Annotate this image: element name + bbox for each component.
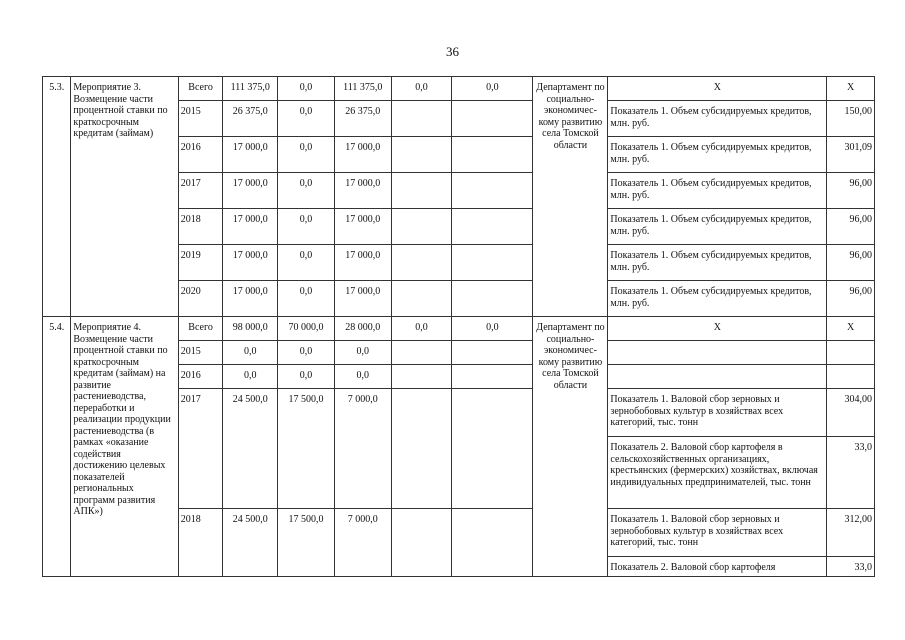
item-title: Мероприятие 4. Возмещение части процентной ставки по краткосрочным кредитам (займам) на развитие растениеводства, переработки и реализации продукции растениеводства (в рамках «оказание содействия достижению целевых показателей региональных программ развития АПК») bbox=[71, 317, 178, 577]
table-row bbox=[43, 77, 875, 101]
indicator-value: 312,00 bbox=[827, 509, 875, 557]
total-cell: 111 375,0 bbox=[223, 77, 278, 101]
regional-cell: 28 000,0 bbox=[334, 317, 391, 341]
total-cell: 0,0 bbox=[223, 365, 278, 389]
total-cell: 17 000,0 bbox=[223, 173, 278, 209]
federal-cell: 17 500,0 bbox=[278, 509, 335, 577]
federal-cell: 0,0 bbox=[278, 281, 335, 317]
other-cell bbox=[452, 341, 533, 365]
indicator-value: 96,00 bbox=[827, 209, 875, 245]
local-cell bbox=[391, 245, 452, 281]
other-cell bbox=[452, 137, 533, 173]
year-cell: 2017 bbox=[178, 173, 223, 209]
federal-cell: 17 500,0 bbox=[278, 389, 335, 509]
other-cell bbox=[452, 245, 533, 281]
other-cell bbox=[452, 173, 533, 209]
local-cell bbox=[391, 365, 452, 389]
federal-cell: 0,0 bbox=[278, 209, 335, 245]
local-cell: 0,0 bbox=[391, 317, 452, 341]
indicator-text: Показатель 1. Объем субсидируемых кредитов, млн. руб. bbox=[608, 173, 827, 209]
regional-cell: 17 000,0 bbox=[334, 245, 391, 281]
other-cell: 0,0 bbox=[452, 77, 533, 101]
federal-cell: 70 000,0 bbox=[278, 317, 335, 341]
indicator-text: Показатель 1. Объем субсидируемых кредитов, млн. руб. bbox=[608, 245, 827, 281]
regional-cell: 17 000,0 bbox=[334, 209, 391, 245]
indicator-value: 33,0 bbox=[827, 437, 875, 509]
indicator-text bbox=[608, 341, 827, 365]
year-cell: 2018 bbox=[178, 209, 223, 245]
indicator-text: Показатель 2. Валовой сбор картофеля в сельскохозяйственных организациях, крестьянских (фермерских) хозяйствах, включая индивидуальных предпринимателей, тыс. тонн bbox=[608, 437, 827, 509]
item-number: 5.4. bbox=[43, 317, 71, 577]
year-cell: 2015 bbox=[178, 101, 223, 137]
regional-cell: 17 000,0 bbox=[334, 173, 391, 209]
year-cell: 2017 bbox=[178, 389, 223, 509]
indicator-text bbox=[608, 365, 827, 389]
local-cell bbox=[391, 173, 452, 209]
local-cell bbox=[391, 341, 452, 365]
regional-cell: 7 000,0 bbox=[334, 389, 391, 509]
indicator-text: Х bbox=[608, 317, 827, 341]
other-cell bbox=[452, 281, 533, 317]
indicator-text: Показатель 1. Объем субсидируемых кредитов, млн. руб. bbox=[608, 101, 827, 137]
indicator-value: 96,00 bbox=[827, 245, 875, 281]
regional-cell: 17 000,0 bbox=[334, 281, 391, 317]
regional-cell: 26 375,0 bbox=[334, 101, 391, 137]
local-cell bbox=[391, 101, 452, 137]
indicator-value: Х bbox=[827, 317, 875, 341]
table-row bbox=[43, 317, 875, 341]
program-table bbox=[42, 76, 875, 577]
total-cell: 26 375,0 bbox=[223, 101, 278, 137]
year-cell: 2018 bbox=[178, 509, 223, 577]
total-cell: 24 500,0 bbox=[223, 509, 278, 577]
regional-cell: 111 375,0 bbox=[334, 77, 391, 101]
regional-cell: 17 000,0 bbox=[334, 137, 391, 173]
indicator-text: Х bbox=[608, 77, 827, 101]
indicator-text: Показатель 1. Объем субсидируемых кредитов, млн. руб. bbox=[608, 209, 827, 245]
federal-cell: 0,0 bbox=[278, 137, 335, 173]
total-cell: 17 000,0 bbox=[223, 245, 278, 281]
local-cell bbox=[391, 281, 452, 317]
local-cell bbox=[391, 389, 452, 509]
total-cell: 98 000,0 bbox=[223, 317, 278, 341]
other-cell bbox=[452, 389, 533, 509]
other-cell: 0,0 bbox=[452, 317, 533, 341]
page-number: 36 bbox=[446, 44, 459, 59]
year-cell: 2015 bbox=[178, 341, 223, 365]
department-cell: Департамент по социально-экономичес-кому развитию села Томской области bbox=[533, 317, 608, 577]
federal-cell: 0,0 bbox=[278, 341, 335, 365]
indicator-value: 33,0 bbox=[827, 557, 875, 577]
local-cell bbox=[391, 509, 452, 577]
indicator-text: Показатель 1. Валовой сбор зерновых и зернобобовых культур в хозяйствах всех категорий, тыс. тонн bbox=[608, 389, 827, 437]
total-cell: 17 000,0 bbox=[223, 137, 278, 173]
other-cell bbox=[452, 209, 533, 245]
federal-cell: 0,0 bbox=[278, 77, 335, 101]
indicator-value bbox=[827, 365, 875, 389]
federal-cell: 0,0 bbox=[278, 101, 335, 137]
indicator-text: Показатель 1. Объем субсидируемых кредитов, млн. руб. bbox=[608, 137, 827, 173]
year-cell: 2020 bbox=[178, 281, 223, 317]
regional-cell: 7 000,0 bbox=[334, 509, 391, 577]
total-cell: 24 500,0 bbox=[223, 389, 278, 509]
total-cell: 0,0 bbox=[223, 341, 278, 365]
indicator-value bbox=[827, 341, 875, 365]
indicator-value: Х bbox=[827, 77, 875, 101]
local-cell bbox=[391, 209, 452, 245]
year-cell: 2016 bbox=[178, 137, 223, 173]
year-cell: 2019 bbox=[178, 245, 223, 281]
item-number: 5.3. bbox=[43, 77, 71, 317]
other-cell bbox=[452, 101, 533, 137]
department-cell: Департамент по социально-экономичес-кому развитию села Томской области bbox=[533, 77, 608, 317]
indicator-value: 301,09 bbox=[827, 137, 875, 173]
regional-cell: 0,0 bbox=[334, 341, 391, 365]
indicator-text: Показатель 2. Валовой сбор картофеля bbox=[608, 557, 827, 577]
regional-cell: 0,0 bbox=[334, 365, 391, 389]
total-cell: 17 000,0 bbox=[223, 281, 278, 317]
indicator-text: Показатель 1. Валовой сбор зерновых и зернобобовых культур в хозяйствах всех категорий, тыс. тонн bbox=[608, 509, 827, 557]
item-title: Мероприятие 3. Возмещение части процентной ставки по краткосрочным кредитам (займам) bbox=[71, 77, 178, 317]
local-cell: 0,0 bbox=[391, 77, 452, 101]
year-cell: 2016 bbox=[178, 365, 223, 389]
indicator-value: 96,00 bbox=[827, 281, 875, 317]
indicator-value: 150,00 bbox=[827, 101, 875, 137]
other-cell bbox=[452, 509, 533, 577]
total-cell: 17 000,0 bbox=[223, 209, 278, 245]
year-cell: Всего bbox=[178, 317, 223, 341]
indicator-value: 96,00 bbox=[827, 173, 875, 209]
federal-cell: 0,0 bbox=[278, 245, 335, 281]
year-cell: Всего bbox=[178, 77, 223, 101]
federal-cell: 0,0 bbox=[278, 365, 335, 389]
indicator-text: Показатель 1. Объем субсидируемых кредитов, млн. руб. bbox=[608, 281, 827, 317]
other-cell bbox=[452, 365, 533, 389]
federal-cell: 0,0 bbox=[278, 173, 335, 209]
indicator-value: 304,00 bbox=[827, 389, 875, 437]
local-cell bbox=[391, 137, 452, 173]
